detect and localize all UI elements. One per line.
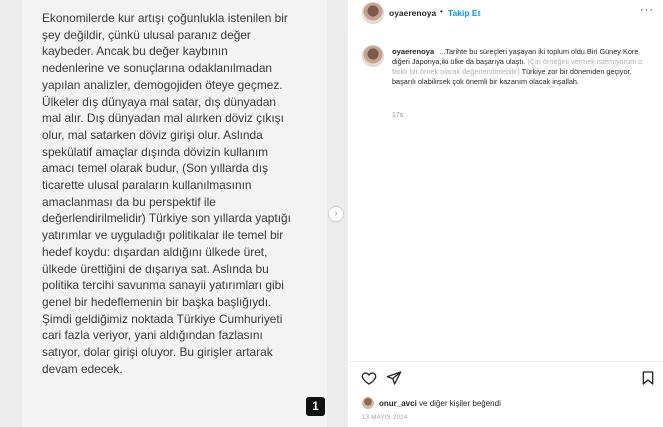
post-details-pane bbox=[347, 0, 663, 427]
caption-text bbox=[392, 47, 656, 87]
post-date: 13 MAYIS 2024 bbox=[362, 415, 408, 421]
carousel-dots bbox=[187, 421, 203, 425]
paper-plane-icon bbox=[386, 370, 402, 386]
like-button[interactable] bbox=[361, 370, 377, 386]
bookmark-icon bbox=[640, 370, 656, 386]
separator-dot: • bbox=[440, 7, 443, 16]
comment-time: 17s bbox=[392, 112, 404, 119]
follow-button[interactable]: Takip Et bbox=[448, 8, 481, 18]
caption-part-b: Türkiye zor bir dönemden geçiyor, başarılı olabilirsek çok önemli bir kazanım olacak inşallah. bbox=[392, 67, 632, 86]
post-header bbox=[348, 0, 663, 26]
caption-username[interactable]: oyaerenoya bbox=[392, 47, 435, 56]
caption-part-a: ...Tarihte bu süreçleri yaşayan iki toplum oldu.Biri Güney Kore diğeri Japonya,iki ülke da başarıya ulaştı. bbox=[392, 47, 639, 66]
likes-text[interactable] bbox=[379, 399, 501, 408]
likes-summary bbox=[362, 396, 662, 410]
share-button[interactable] bbox=[386, 370, 402, 386]
page-number-badge: 1 bbox=[306, 397, 325, 416]
post-image-text: Ekonomilerde kur artışı çoğunlukla istenilen bir şey değildir, çünkü ulusal paranız değer kaybeder. Ancak bu değer kaybının nedenlerine ve sonuçlarına odaklanılmadan yapılan analizler, demogojiden öteye geçmez. Ülkeler dış dünyaya mal satar, dış dünyadan mal alır. Dış dünyadan mal alırken döviz çıkışı olur, mal satarken döviz girişi olur. Aslında spekülatif amaçlar dışında dövizin kullanım amacı temel olarak budur, (Son yıllarda dış ticarette ulusal paraların kullanılmasının amaclanması da bu perspektif ile değerlendirilmelidir) Türkiye son yıllarda yaptığı yatırımlar ve uyguladığı politikalar ile temel bir hedef koydu: dışardan aldığını ülkede üret, ülkede ürettiğini de dışarıya sat. Aslında bu politika tercihi savunma sanayii yatırımları gibi genel bir hedeflemenin bir başka başlığıydı. Şimdi geldiğimiz noktada Türkiye Cumhuriyeti cari fazla veriyor, yani aldığından fazlasını satıyor, dolar girişi oluyor. Bu girişler artarak devam edecek. bbox=[42, 11, 291, 376]
avatar[interactable] bbox=[362, 45, 384, 67]
heart-icon bbox=[361, 370, 377, 386]
more-dots-icon[interactable]: ··· bbox=[640, 4, 654, 16]
liker-username[interactable]: onur_avci bbox=[379, 399, 417, 408]
avatar[interactable] bbox=[362, 397, 374, 409]
post-actions bbox=[348, 362, 663, 392]
likes-rest: ve diğer kişiler beğendi bbox=[416, 399, 501, 408]
avatar[interactable] bbox=[362, 2, 384, 24]
save-button[interactable] bbox=[640, 370, 656, 386]
chevron-right-icon[interactable]: › bbox=[328, 206, 344, 222]
post-image bbox=[22, 0, 327, 427]
caption-part-faint: (Çin örneğini vermek istemiyorum o farklı bir örnek olarak değerlendirilebilir) bbox=[392, 57, 643, 76]
author-username[interactable]: oyaerenoya bbox=[389, 8, 437, 18]
